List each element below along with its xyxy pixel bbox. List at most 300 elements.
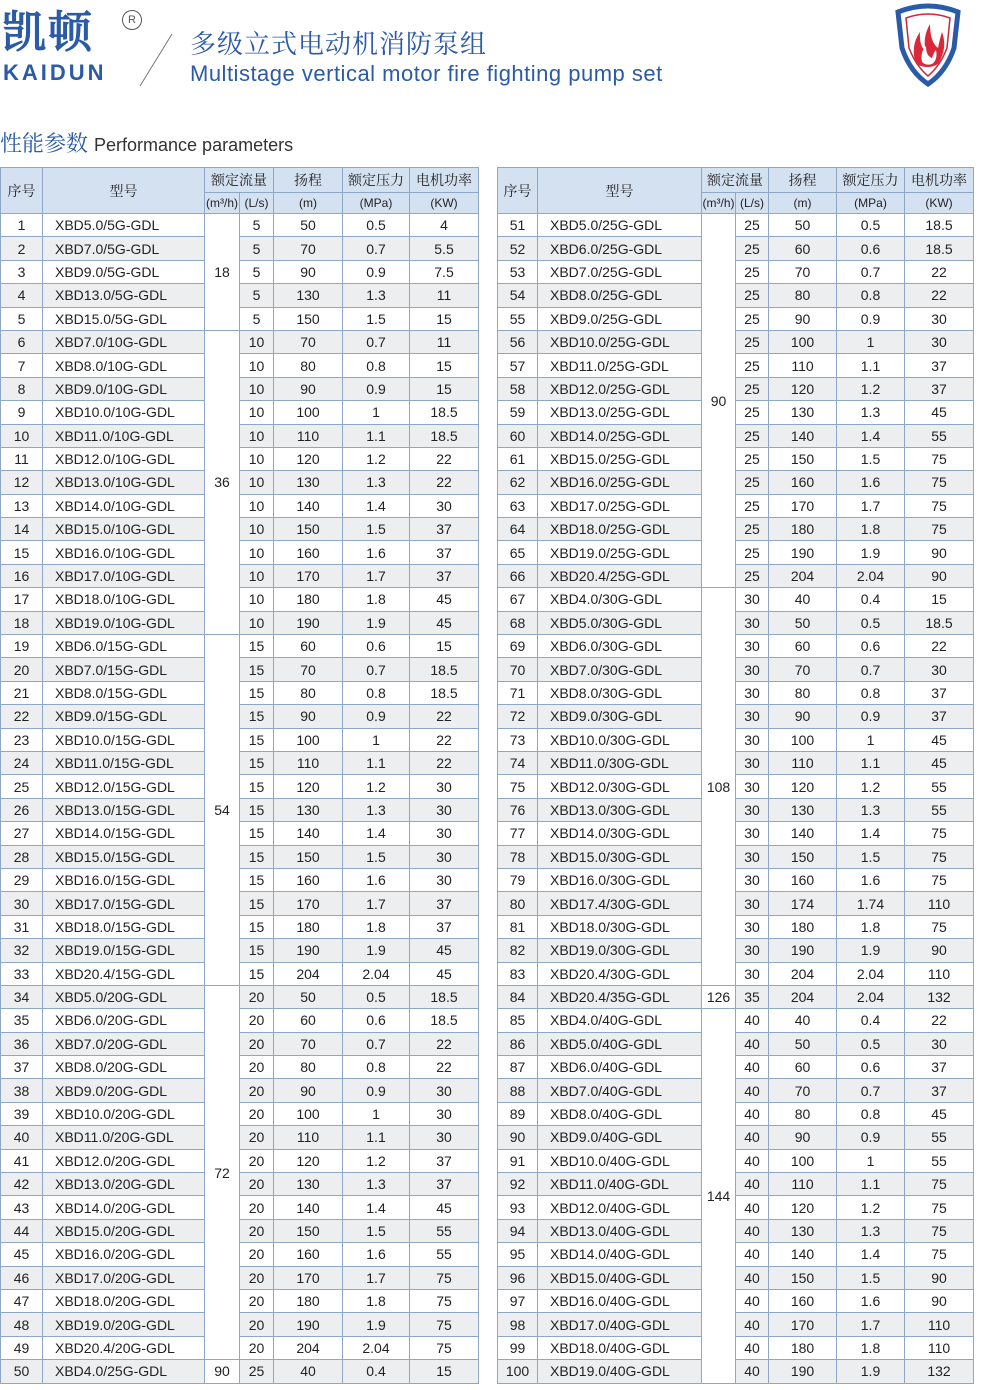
cell-head: 110 bbox=[769, 1173, 837, 1196]
cell-model: XBD14.0/10G-GDL bbox=[43, 494, 205, 517]
table-row bbox=[498, 1360, 974, 1383]
cell-model: XBD17.0/25G-GDL bbox=[538, 494, 702, 517]
cell-pressure: 0.8 bbox=[837, 681, 905, 704]
cell-flow-ls: 5 bbox=[240, 214, 274, 237]
cell-head: 140 bbox=[769, 1243, 837, 1266]
cell-head: 70 bbox=[769, 1079, 837, 1102]
cell-model: XBD9.0/40G-GDL bbox=[538, 1126, 702, 1149]
cell-power: 55 bbox=[905, 1149, 974, 1172]
table-row bbox=[1, 1266, 479, 1289]
cell-pressure: 1 bbox=[343, 728, 410, 751]
cell-power: 45 bbox=[905, 751, 974, 774]
cell-head: 90 bbox=[274, 377, 343, 400]
cell-no: 55 bbox=[498, 307, 538, 330]
table-row bbox=[498, 1289, 974, 1312]
cell-pressure: 1.3 bbox=[343, 471, 410, 494]
cell-flow-ls: 40 bbox=[736, 1009, 769, 1032]
cell-model: XBD10.0/10G-GDL bbox=[43, 401, 205, 424]
cell-head: 130 bbox=[274, 1173, 343, 1196]
cell-head: 160 bbox=[769, 868, 837, 891]
cell-power: 30 bbox=[410, 798, 479, 821]
cell-flow-ls: 20 bbox=[240, 1102, 274, 1125]
cell-model: XBD18.0/25G-GDL bbox=[538, 518, 702, 541]
cell-head: 70 bbox=[274, 1032, 343, 1055]
cell-head: 160 bbox=[769, 471, 837, 494]
cell-no: 98 bbox=[498, 1313, 538, 1336]
cell-model: XBD18.0/20G-GDL bbox=[43, 1289, 205, 1312]
cell-head: 170 bbox=[274, 564, 343, 587]
cell-no: 44 bbox=[1, 1219, 43, 1242]
cell-no: 65 bbox=[498, 541, 538, 564]
cell-power: 30 bbox=[410, 494, 479, 517]
cell-power: 18.5 bbox=[905, 237, 974, 260]
cell-flow-ls: 20 bbox=[240, 1009, 274, 1032]
table-row bbox=[1, 822, 479, 845]
cell-power: 30 bbox=[410, 822, 479, 845]
page-title-en: Multistage vertical motor fire fighting pump set bbox=[190, 61, 663, 86]
cell-model: XBD13.0/25G-GDL bbox=[538, 401, 702, 424]
cell-head: 150 bbox=[274, 518, 343, 541]
cell-head: 180 bbox=[769, 1336, 837, 1359]
cell-power: 18.5 bbox=[410, 681, 479, 704]
cell-power: 37 bbox=[905, 1056, 974, 1079]
cell-pressure: 1.2 bbox=[343, 775, 410, 798]
cell-flow-ls: 10 bbox=[240, 588, 274, 611]
cell-model: XBD12.0/30G-GDL bbox=[538, 775, 702, 798]
cell-pressure: 1.7 bbox=[343, 892, 410, 915]
cell-flow-ls: 30 bbox=[736, 798, 769, 821]
cell-model: XBD11.0/15G-GDL bbox=[43, 751, 205, 774]
cell-model: XBD13.0/15G-GDL bbox=[43, 798, 205, 821]
cell-no: 58 bbox=[498, 377, 538, 400]
cell-flow-ls: 40 bbox=[736, 1266, 769, 1289]
section-title-en: Performance parameters bbox=[94, 135, 294, 155]
cell-flow-ls: 10 bbox=[240, 471, 274, 494]
cell-head: 150 bbox=[769, 1266, 837, 1289]
header-flow-ls: (L/s) bbox=[240, 193, 274, 214]
cell-model: XBD12.0/40G-GDL bbox=[538, 1196, 702, 1219]
cell-model: XBD16.0/40G-GDL bbox=[538, 1289, 702, 1312]
cell-model: XBD5.0/30G-GDL bbox=[538, 611, 702, 634]
cell-no: 30 bbox=[1, 892, 43, 915]
cell-pressure: 1.7 bbox=[837, 1313, 905, 1336]
table-row bbox=[1, 635, 479, 658]
table-row bbox=[498, 775, 974, 798]
table-row bbox=[1, 915, 479, 938]
cell-pressure: 1.4 bbox=[343, 494, 410, 517]
table-row bbox=[1, 424, 479, 447]
cell-no: 3 bbox=[1, 260, 43, 283]
cell-no: 18 bbox=[1, 611, 43, 634]
cell-model: XBD12.0/25G-GDL bbox=[538, 377, 702, 400]
cell-flow-ls: 25 bbox=[736, 330, 769, 353]
cell-head: 140 bbox=[274, 1196, 343, 1219]
table-row bbox=[1, 1313, 479, 1336]
cell-pressure: 0.7 bbox=[837, 1079, 905, 1102]
cell-power: 7.5 bbox=[410, 260, 479, 283]
cell-flow-ls: 15 bbox=[240, 822, 274, 845]
cell-flow-ls: 25 bbox=[736, 401, 769, 424]
cell-head: 50 bbox=[769, 214, 837, 237]
cell-no: 14 bbox=[1, 518, 43, 541]
table-row bbox=[1, 1102, 479, 1125]
cell-power: 90 bbox=[905, 1289, 974, 1312]
table-row bbox=[1, 471, 479, 494]
table-row bbox=[1, 985, 479, 1008]
cell-head: 140 bbox=[769, 822, 837, 845]
cell-model: XBD20.4/20G-GDL bbox=[43, 1336, 205, 1359]
header-flow-m3h: (m³/h) bbox=[702, 193, 736, 214]
cell-model: XBD16.0/15G-GDL bbox=[43, 868, 205, 891]
cell-no: 34 bbox=[1, 985, 43, 1008]
cell-power: 75 bbox=[905, 447, 974, 470]
cell-flow-ls: 30 bbox=[736, 775, 769, 798]
cell-pressure: 1.3 bbox=[343, 284, 410, 307]
cell-pressure: 1.9 bbox=[837, 1360, 905, 1383]
cell-flow-m3h: 126 bbox=[702, 985, 736, 1008]
cell-no: 78 bbox=[498, 845, 538, 868]
cell-no: 83 bbox=[498, 962, 538, 985]
cell-pressure: 1.7 bbox=[343, 564, 410, 587]
cell-model: XBD17.0/10G-GDL bbox=[43, 564, 205, 587]
cell-no: 36 bbox=[1, 1032, 43, 1055]
cell-head: 80 bbox=[274, 1056, 343, 1079]
cell-pressure: 0.5 bbox=[837, 611, 905, 634]
cell-no: 68 bbox=[498, 611, 538, 634]
cell-pressure: 0.7 bbox=[343, 330, 410, 353]
cell-power: 30 bbox=[905, 1032, 974, 1055]
cell-no: 54 bbox=[498, 284, 538, 307]
cell-flow-ls: 25 bbox=[736, 284, 769, 307]
cell-power: 37 bbox=[410, 564, 479, 587]
cell-model: XBD17.0/15G-GDL bbox=[43, 892, 205, 915]
cell-pressure: 1 bbox=[837, 330, 905, 353]
cell-model: XBD8.0/15G-GDL bbox=[43, 681, 205, 704]
cell-pressure: 1.1 bbox=[343, 751, 410, 774]
cell-pressure: 1.74 bbox=[837, 892, 905, 915]
cell-flow-ls: 15 bbox=[240, 868, 274, 891]
cell-flow-ls: 10 bbox=[240, 494, 274, 517]
cell-flow-m3h: 90 bbox=[702, 214, 736, 588]
cell-flow-ls: 5 bbox=[240, 237, 274, 260]
cell-no: 95 bbox=[498, 1243, 538, 1266]
cell-flow-ls: 15 bbox=[240, 915, 274, 938]
cell-pressure: 2.04 bbox=[343, 962, 410, 985]
cell-pressure: 1.6 bbox=[343, 1243, 410, 1266]
cell-head: 90 bbox=[274, 260, 343, 283]
table-row bbox=[498, 611, 974, 634]
cell-model: XBD19.0/10G-GDL bbox=[43, 611, 205, 634]
header-power: 电机功率 bbox=[905, 168, 974, 193]
cell-pressure: 1.3 bbox=[343, 1173, 410, 1196]
cell-flow-ls: 25 bbox=[736, 214, 769, 237]
cell-power: 45 bbox=[905, 728, 974, 751]
cell-flow-ls: 10 bbox=[240, 330, 274, 353]
cell-pressure: 0.6 bbox=[343, 1009, 410, 1032]
cell-head: 70 bbox=[274, 658, 343, 681]
cell-flow-ls: 40 bbox=[736, 1126, 769, 1149]
cell-model: XBD14.0/25G-GDL bbox=[538, 424, 702, 447]
cell-power: 75 bbox=[905, 822, 974, 845]
cell-model: XBD19.0/40G-GDL bbox=[538, 1360, 702, 1383]
cell-pressure: 1.2 bbox=[837, 377, 905, 400]
cell-pressure: 1.8 bbox=[343, 915, 410, 938]
table-row bbox=[498, 728, 974, 751]
table-row bbox=[498, 1056, 974, 1079]
cell-flow-ls: 10 bbox=[240, 401, 274, 424]
table-row bbox=[1, 658, 479, 681]
cell-flow-ls: 25 bbox=[736, 237, 769, 260]
cell-power: 22 bbox=[905, 260, 974, 283]
table-row bbox=[1, 237, 479, 260]
cell-head: 100 bbox=[274, 401, 343, 424]
cell-power: 37 bbox=[410, 1149, 479, 1172]
cell-power: 45 bbox=[410, 588, 479, 611]
cell-pressure: 0.8 bbox=[343, 681, 410, 704]
cell-no: 4 bbox=[1, 284, 43, 307]
cell-power: 37 bbox=[410, 1173, 479, 1196]
cell-model: XBD16.0/20G-GDL bbox=[43, 1243, 205, 1266]
cell-pressure: 1.1 bbox=[837, 751, 905, 774]
performance-table-right bbox=[497, 167, 974, 1384]
cell-model: XBD11.0/25G-GDL bbox=[538, 354, 702, 377]
cell-pressure: 1.4 bbox=[837, 424, 905, 447]
cell-head: 190 bbox=[274, 611, 343, 634]
cell-head: 174 bbox=[769, 892, 837, 915]
table-row bbox=[1, 541, 479, 564]
cell-pressure: 1.9 bbox=[343, 1313, 410, 1336]
cell-model: XBD12.0/10G-GDL bbox=[43, 447, 205, 470]
cell-no: 90 bbox=[498, 1126, 538, 1149]
cell-no: 5 bbox=[1, 307, 43, 330]
table-row bbox=[1, 1032, 479, 1055]
cell-flow-ls: 20 bbox=[240, 1219, 274, 1242]
cell-pressure: 1.2 bbox=[343, 1149, 410, 1172]
header-head: 扬程 bbox=[769, 168, 837, 193]
cell-pressure: 1.1 bbox=[837, 1173, 905, 1196]
cell-pressure: 0.7 bbox=[837, 260, 905, 283]
cell-no: 22 bbox=[1, 705, 43, 728]
cell-pressure: 1.8 bbox=[837, 1336, 905, 1359]
cell-head: 130 bbox=[769, 401, 837, 424]
cell-flow-ls: 20 bbox=[240, 1126, 274, 1149]
cell-flow-m3h: 108 bbox=[702, 588, 736, 986]
cell-head: 120 bbox=[274, 775, 343, 798]
table-row bbox=[498, 635, 974, 658]
header-flow: 额定流量 bbox=[205, 168, 274, 193]
cell-power: 75 bbox=[905, 1219, 974, 1242]
cell-flow-ls: 5 bbox=[240, 307, 274, 330]
cell-power: 110 bbox=[905, 962, 974, 985]
cell-model: XBD5.0/40G-GDL bbox=[538, 1032, 702, 1055]
cell-model: XBD14.0/40G-GDL bbox=[538, 1243, 702, 1266]
header-flow-ls: (L/s) bbox=[736, 193, 769, 214]
table-body-right bbox=[498, 214, 974, 1384]
cell-pressure: 0.9 bbox=[343, 1079, 410, 1102]
cell-model: XBD15.0/20G-GDL bbox=[43, 1219, 205, 1242]
cell-no: 66 bbox=[498, 564, 538, 587]
table-row bbox=[498, 588, 974, 611]
cell-model: XBD20.4/15G-GDL bbox=[43, 962, 205, 985]
cell-flow-ls: 25 bbox=[736, 354, 769, 377]
cell-head: 180 bbox=[769, 915, 837, 938]
table-row bbox=[1, 1056, 479, 1079]
cell-model: XBD6.0/20G-GDL bbox=[43, 1009, 205, 1032]
divider-slash bbox=[136, 30, 176, 90]
cell-head: 50 bbox=[274, 214, 343, 237]
cell-pressure: 1.8 bbox=[837, 518, 905, 541]
cell-power: 30 bbox=[905, 658, 974, 681]
cell-flow-ls: 40 bbox=[736, 1032, 769, 1055]
cell-pressure: 2.04 bbox=[837, 962, 905, 985]
cell-pressure: 2.04 bbox=[837, 985, 905, 1008]
cell-pressure: 0.8 bbox=[837, 1102, 905, 1125]
table-row bbox=[1, 564, 479, 587]
table-row bbox=[498, 845, 974, 868]
cell-flow-ls: 40 bbox=[736, 1173, 769, 1196]
table-row bbox=[1, 1079, 479, 1102]
header-model: 型号 bbox=[538, 168, 702, 214]
cell-power: 18.5 bbox=[410, 985, 479, 1008]
table-row bbox=[498, 1032, 974, 1055]
cell-power: 4 bbox=[410, 214, 479, 237]
cell-flow-ls: 40 bbox=[736, 1313, 769, 1336]
cell-head: 90 bbox=[769, 705, 837, 728]
cell-no: 42 bbox=[1, 1173, 43, 1196]
cell-head: 110 bbox=[274, 424, 343, 447]
cell-head: 50 bbox=[769, 611, 837, 634]
table-row bbox=[498, 751, 974, 774]
table-row bbox=[498, 1149, 974, 1172]
cell-model: XBD17.4/30G-GDL bbox=[538, 892, 702, 915]
cell-flow-ls: 30 bbox=[736, 705, 769, 728]
cell-pressure: 1.3 bbox=[343, 798, 410, 821]
cell-head: 150 bbox=[274, 845, 343, 868]
header bbox=[0, 0, 982, 100]
cell-pressure: 1.9 bbox=[837, 939, 905, 962]
table-row bbox=[1, 775, 479, 798]
cell-head: 50 bbox=[274, 985, 343, 1008]
cell-pressure: 1.9 bbox=[837, 541, 905, 564]
cell-flow-ls: 30 bbox=[736, 635, 769, 658]
table-row bbox=[1, 307, 479, 330]
cell-no: 6 bbox=[1, 330, 43, 353]
brand-name-en: KAIDUN bbox=[3, 60, 107, 85]
cell-power: 5.5 bbox=[410, 237, 479, 260]
cell-flow-ls: 25 bbox=[736, 564, 769, 587]
cell-head: 120 bbox=[769, 377, 837, 400]
cell-power: 30 bbox=[410, 1102, 479, 1125]
cell-model: XBD18.0/40G-GDL bbox=[538, 1336, 702, 1359]
cell-no: 84 bbox=[498, 985, 538, 1008]
cell-model: XBD9.0/10G-GDL bbox=[43, 377, 205, 400]
table-row bbox=[498, 658, 974, 681]
cell-power: 18.5 bbox=[410, 424, 479, 447]
cell-flow-ls: 10 bbox=[240, 424, 274, 447]
cell-model: XBD13.0/10G-GDL bbox=[43, 471, 205, 494]
cell-head: 90 bbox=[769, 1126, 837, 1149]
table-row bbox=[1, 260, 479, 283]
cell-head: 100 bbox=[769, 1149, 837, 1172]
cell-flow-ls: 20 bbox=[240, 1056, 274, 1079]
cell-head: 130 bbox=[274, 284, 343, 307]
cell-model: XBD20.4/25G-GDL bbox=[538, 564, 702, 587]
header-model: 型号 bbox=[43, 168, 205, 214]
cell-power: 22 bbox=[905, 635, 974, 658]
cell-no: 43 bbox=[1, 1196, 43, 1219]
cell-head: 80 bbox=[769, 1102, 837, 1125]
cell-flow-ls: 15 bbox=[240, 751, 274, 774]
cell-head: 110 bbox=[274, 1126, 343, 1149]
cell-no: 33 bbox=[1, 962, 43, 985]
cell-model: XBD4.0/40G-GDL bbox=[538, 1009, 702, 1032]
cell-flow-ls: 20 bbox=[240, 1173, 274, 1196]
cell-no: 32 bbox=[1, 939, 43, 962]
cell-model: XBD6.0/25G-GDL bbox=[538, 237, 702, 260]
cell-model: XBD5.0/5G-GDL bbox=[43, 214, 205, 237]
cell-head: 190 bbox=[769, 1360, 837, 1383]
cell-head: 204 bbox=[769, 985, 837, 1008]
cell-flow-ls: 15 bbox=[240, 798, 274, 821]
cell-head: 40 bbox=[769, 1009, 837, 1032]
cell-power: 75 bbox=[410, 1266, 479, 1289]
section-title bbox=[0, 127, 293, 158]
cell-pressure: 1.2 bbox=[837, 1196, 905, 1219]
cell-head: 50 bbox=[769, 1032, 837, 1055]
table-row bbox=[498, 354, 974, 377]
cell-flow-ls: 10 bbox=[240, 377, 274, 400]
cell-no: 53 bbox=[498, 260, 538, 283]
cell-model: XBD5.0/20G-GDL bbox=[43, 985, 205, 1008]
cell-head: 204 bbox=[769, 962, 837, 985]
table-row bbox=[498, 401, 974, 424]
cell-flow-m3h: 36 bbox=[205, 330, 240, 634]
cell-power: 22 bbox=[410, 471, 479, 494]
cell-power: 75 bbox=[410, 1313, 479, 1336]
cell-pressure: 1.6 bbox=[343, 868, 410, 891]
cell-model: XBD12.0/15G-GDL bbox=[43, 775, 205, 798]
cell-model: XBD8.0/10G-GDL bbox=[43, 354, 205, 377]
cell-flow-ls: 5 bbox=[240, 260, 274, 283]
cell-flow-ls: 30 bbox=[736, 728, 769, 751]
table-row bbox=[1, 214, 479, 237]
cell-power: 30 bbox=[410, 1126, 479, 1149]
cell-no: 91 bbox=[498, 1149, 538, 1172]
cell-power: 55 bbox=[410, 1219, 479, 1242]
cell-model: XBD8.0/25G-GDL bbox=[538, 284, 702, 307]
table-row bbox=[1, 798, 479, 821]
table-row bbox=[498, 260, 974, 283]
cell-flow-ls: 35 bbox=[736, 985, 769, 1008]
cell-model: XBD15.0/15G-GDL bbox=[43, 845, 205, 868]
cell-pressure: 0.6 bbox=[837, 1056, 905, 1079]
cell-flow-ls: 15 bbox=[240, 705, 274, 728]
cell-head: 190 bbox=[769, 541, 837, 564]
cell-power: 37 bbox=[410, 892, 479, 915]
cell-power: 55 bbox=[905, 1126, 974, 1149]
cell-power: 45 bbox=[410, 939, 479, 962]
cell-no: 39 bbox=[1, 1102, 43, 1125]
table-row bbox=[498, 307, 974, 330]
cell-power: 90 bbox=[905, 939, 974, 962]
cell-no: 7 bbox=[1, 354, 43, 377]
table-row bbox=[1, 728, 479, 751]
cell-model: XBD11.0/40G-GDL bbox=[538, 1173, 702, 1196]
table-row bbox=[1, 681, 479, 704]
table-row bbox=[1, 962, 479, 985]
cell-pressure: 0.5 bbox=[837, 214, 905, 237]
cell-no: 46 bbox=[1, 1266, 43, 1289]
